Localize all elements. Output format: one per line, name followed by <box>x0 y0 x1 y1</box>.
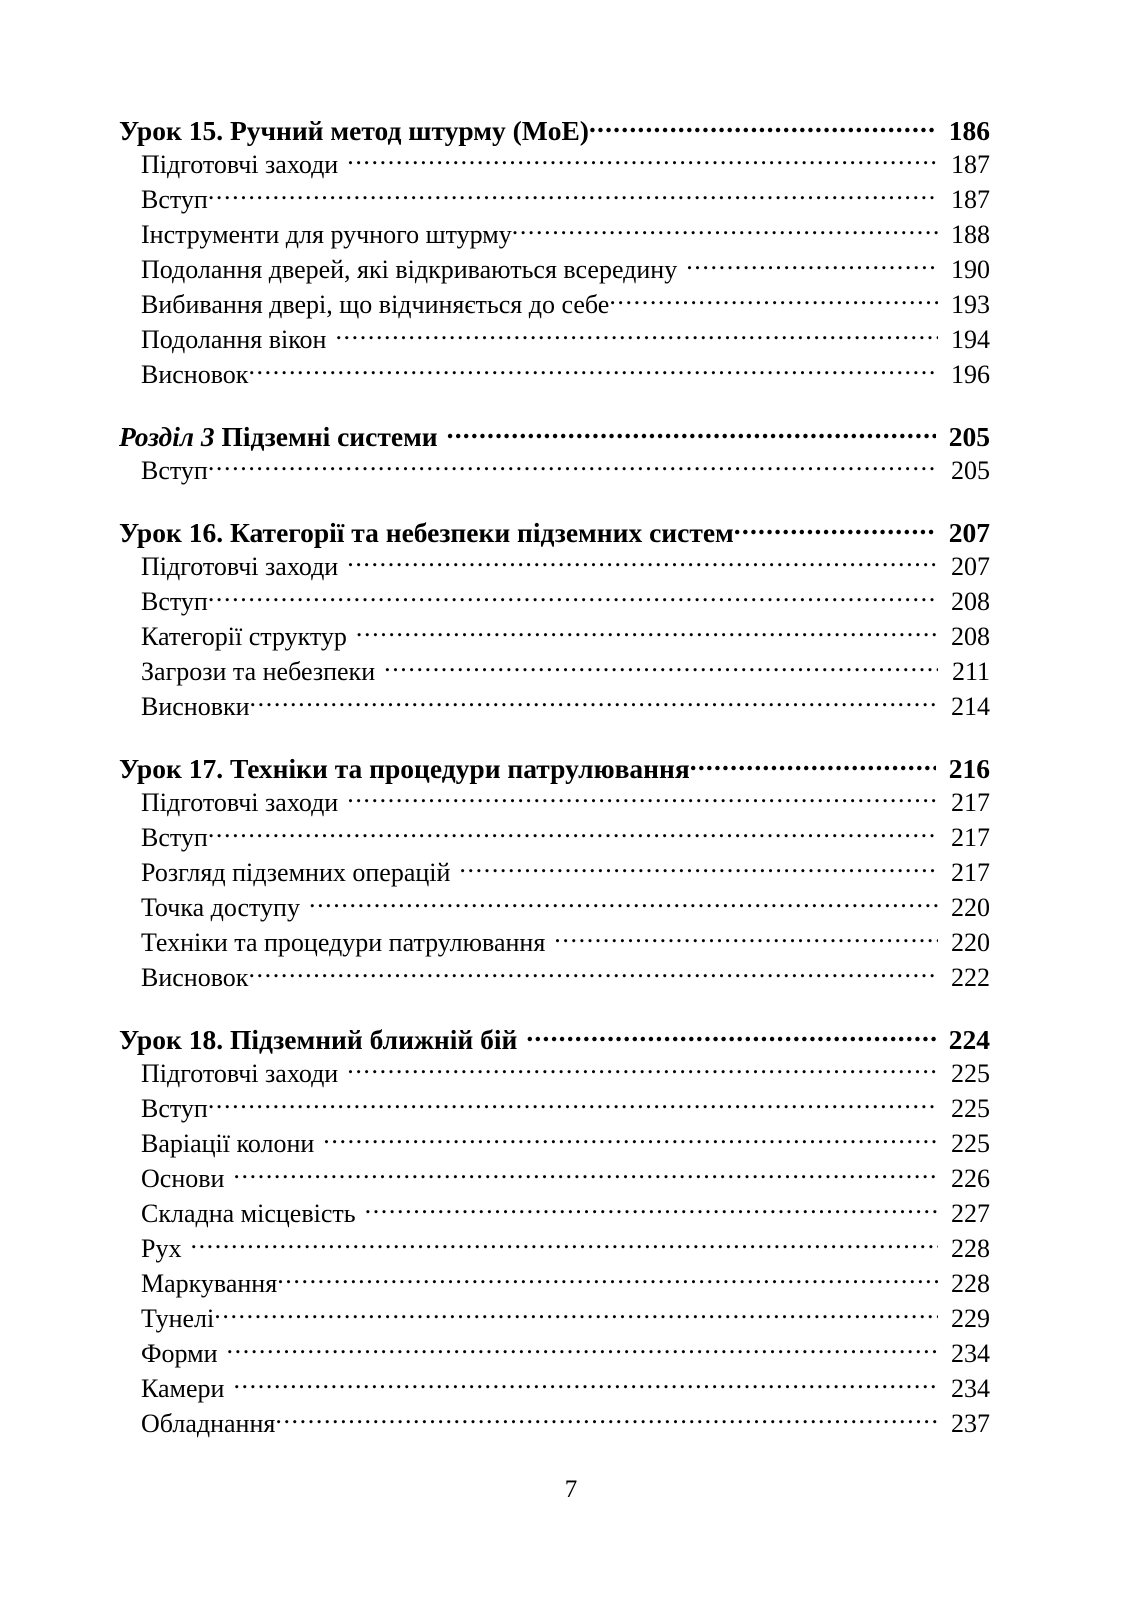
toc-sub-entry-label: Подолання вікон <box>141 325 327 354</box>
dot-leader <box>309 890 938 916</box>
toc-group <box>119 418 990 488</box>
toc-heading-page-number: 186 <box>948 114 990 146</box>
dot-leader <box>347 785 938 811</box>
dot-leader <box>554 925 938 951</box>
toc-sub-entry-page-number: 222 <box>951 963 990 992</box>
toc-sub-entry-page-number: 227 <box>951 1199 990 1228</box>
toc-sub-entry-label: Камери <box>141 1374 225 1403</box>
toc-sub-entry[interactable] <box>141 1056 990 1091</box>
toc-sub-entry-label: Висновки <box>141 692 250 721</box>
toc-sub-entry-label: Вступ <box>141 185 208 214</box>
toc-sub-entry[interactable] <box>141 287 990 322</box>
dot-leader <box>250 689 938 715</box>
dot-leader <box>384 654 938 680</box>
dot-leader <box>609 287 938 313</box>
toc-sub-entry-page-number: 207 <box>951 552 990 581</box>
dot-leader <box>214 1301 938 1327</box>
toc-sub-entry[interactable] <box>141 619 990 654</box>
toc-heading-label <box>119 419 438 454</box>
toc-sub-entry-page-number: 228 <box>951 1269 990 1298</box>
dot-leader <box>690 750 936 778</box>
toc-sub-entry-label: Підготовчі заходи <box>141 552 339 581</box>
toc-heading-entry[interactable] <box>119 750 990 785</box>
toc-sub-entry-page-number: 234 <box>951 1339 990 1368</box>
toc-sub-entry-label: Варіації колони <box>141 1129 315 1158</box>
toc-part-number: Розділ 3 <box>119 420 215 452</box>
toc-sub-entry-label: Підготовчі заходи <box>141 788 339 817</box>
toc-sub-entry[interactable] <box>141 1371 990 1406</box>
toc-sub-entry[interactable] <box>141 925 990 960</box>
toc-sub-entry-label: Підготовчі заходи <box>141 1059 339 1088</box>
toc-sub-entry-label: Категорії структур <box>141 622 347 651</box>
toc-sub-entry[interactable] <box>141 855 990 890</box>
dot-leader <box>275 1406 938 1432</box>
toc-sub-entry[interactable] <box>141 960 990 995</box>
toc-sub-entry[interactable] <box>141 357 990 392</box>
toc-heading-label: Урок 18. Підземний ближній бій <box>119 1023 518 1055</box>
toc-sub-entry-label: Вступ <box>141 456 208 485</box>
toc-sub-entry-page-number: 237 <box>951 1409 990 1438</box>
toc-group <box>119 1021 990 1441</box>
toc-sub-entry-label: Розгляд підземних операцій <box>141 858 451 887</box>
dot-leader <box>233 1161 938 1187</box>
toc-sub-entry[interactable] <box>141 1161 990 1196</box>
dot-leader <box>365 1196 938 1222</box>
toc-heading-page-number: 207 <box>948 516 990 548</box>
toc-sub-entry-page-number: 208 <box>951 622 990 651</box>
toc-heading-entry[interactable] <box>119 418 990 453</box>
dot-leader <box>233 1371 938 1397</box>
toc-sub-entry-label: Вступ <box>141 1094 208 1123</box>
toc-sub-entry[interactable] <box>141 147 990 182</box>
toc-sub-entry[interactable] <box>141 1231 990 1266</box>
toc-sub-entry-page-number: 190 <box>951 255 990 284</box>
toc-sub-entry[interactable] <box>141 1266 990 1301</box>
dot-leader <box>208 453 938 479</box>
toc-heading-entry[interactable] <box>119 112 990 147</box>
dot-leader <box>248 960 938 986</box>
dot-leader <box>526 1021 936 1049</box>
dot-leader <box>347 549 938 575</box>
toc-heading-page-number: 205 <box>948 420 990 452</box>
toc-heading-entry[interactable] <box>119 1021 990 1056</box>
toc-sub-entry-page-number: 205 <box>951 456 990 485</box>
toc-sub-entry[interactable] <box>141 1091 990 1126</box>
toc-sub-entry-page-number: 217 <box>951 788 990 817</box>
toc-sub-entry[interactable] <box>141 820 990 855</box>
toc-sub-entry[interactable] <box>141 1126 990 1161</box>
toc-sub-entry-page-number: 220 <box>951 893 990 922</box>
toc-sub-entry-label: Маркування <box>141 1269 278 1298</box>
toc-sub-entry-label: Форми <box>141 1339 218 1368</box>
toc-sub-entry-label: Вступ <box>141 823 208 852</box>
toc-sub-entry-page-number: 225 <box>951 1129 990 1158</box>
toc-sub-entry[interactable] <box>141 1336 990 1371</box>
dot-leader <box>248 357 938 383</box>
toc-sub-entry-page-number: 196 <box>951 360 990 389</box>
toc-sub-entry[interactable] <box>141 252 990 287</box>
toc-sub-entry-page-number: 217 <box>951 858 990 887</box>
dot-leader <box>323 1126 938 1152</box>
dot-leader <box>208 820 938 846</box>
toc-sub-entry-page-number: 226 <box>951 1164 990 1193</box>
toc-sub-entry-page-number: 217 <box>951 823 990 852</box>
toc-sub-entry-label: Висновок <box>141 963 249 992</box>
toc-heading-label: Урок 17. Техніки та процедури патрулювання <box>119 752 690 784</box>
toc-sub-entry-page-number: 188 <box>951 220 990 249</box>
toc-sub-entry-page-number: 208 <box>951 587 990 616</box>
toc-sub-entry-label: Вибивання двері, що відчиняється до себе <box>141 290 610 319</box>
toc-sub-entry[interactable] <box>141 453 990 488</box>
toc-sub-entry-label: Техніки та процедури патрулювання <box>141 928 546 957</box>
toc-sub-entry-page-number: 187 <box>951 150 990 179</box>
page-folio: 7 <box>564 1476 578 1503</box>
toc-sub-entry[interactable] <box>141 549 990 584</box>
dot-leader <box>347 1056 938 1082</box>
toc-sub-entry[interactable] <box>141 1406 990 1441</box>
toc-sub-entry[interactable] <box>141 217 990 252</box>
dot-leader <box>356 619 938 645</box>
dot-leader <box>335 322 938 348</box>
toc-sub-entry-page-number: 225 <box>951 1059 990 1088</box>
toc-sub-entry[interactable] <box>141 1196 990 1231</box>
toc-sub-entry-label: Рух <box>141 1234 182 1263</box>
dot-leader <box>208 584 938 610</box>
dot-leader <box>734 514 936 542</box>
dot-leader <box>227 1336 938 1362</box>
toc-sub-entry-page-number: 194 <box>951 325 990 354</box>
toc-entry-list <box>119 112 990 1441</box>
toc-part-title: Підземні системи <box>214 420 438 452</box>
dot-leader <box>190 1231 938 1257</box>
toc-sub-entry-label: Складна місцевість <box>141 1199 356 1228</box>
toc-sub-entry-page-number: 211 <box>951 657 990 686</box>
dot-leader <box>512 217 938 243</box>
toc-sub-entry-label: Загрози та небезпеки <box>141 657 376 686</box>
toc-sub-entry[interactable] <box>141 890 990 925</box>
toc-sub-entry-label: Подолання дверей, які відкриваються всередину <box>141 255 678 284</box>
dot-leader <box>447 418 936 446</box>
toc-sub-entry[interactable] <box>141 584 990 619</box>
toc-sub-entry[interactable] <box>141 1301 990 1336</box>
toc-sub-entry-label: Підготовчі заходи <box>141 150 339 179</box>
dot-leader <box>589 112 936 140</box>
toc-sub-entry-page-number: 234 <box>951 1374 990 1403</box>
toc-heading-label: Урок 15. Ручний метод штурму (MoE) <box>119 114 589 146</box>
toc-group <box>119 112 990 392</box>
toc-sub-entry[interactable] <box>141 182 990 217</box>
toc-sub-entry[interactable] <box>141 785 990 820</box>
dot-leader <box>686 252 938 278</box>
toc-heading-page-number: 216 <box>948 752 990 784</box>
toc-sub-entry-label: Тунелі <box>141 1304 215 1333</box>
toc-sub-entry-page-number: 214 <box>951 692 990 721</box>
toc-sub-entry-label: Обладнання <box>141 1409 276 1438</box>
toc-sub-entry-page-number: 229 <box>951 1304 990 1333</box>
toc-sub-entry-label: Вступ <box>141 587 208 616</box>
toc-sub-entry-label: Основи <box>141 1164 225 1193</box>
toc-sub-entry-page-number: 220 <box>951 928 990 957</box>
dot-leader <box>347 147 938 173</box>
dot-leader <box>208 182 938 208</box>
toc-sub-entry[interactable] <box>141 322 990 357</box>
toc-sub-entry-label: Висновок <box>141 360 249 389</box>
toc-group <box>119 514 990 724</box>
toc-sub-entry-page-number: 228 <box>951 1234 990 1263</box>
dot-leader <box>459 855 938 881</box>
toc-group <box>119 750 990 995</box>
toc-sub-entry[interactable] <box>141 654 990 689</box>
toc-sub-entry-page-number: 187 <box>951 185 990 214</box>
toc-heading-page-number: 224 <box>948 1023 990 1055</box>
dot-leader <box>208 1091 938 1117</box>
toc-heading-label: Урок 16. Категорії та небезпеки підземних систем <box>119 516 734 548</box>
toc-sub-entry-page-number: 193 <box>951 290 990 319</box>
toc-sub-entry-label: Точка доступу <box>141 893 300 922</box>
toc-sub-entry-page-number: 225 <box>951 1094 990 1123</box>
toc-sub-entry-label: Інструменти для ручного штурму <box>141 220 512 249</box>
toc-sub-entry[interactable] <box>141 689 990 724</box>
dot-leader <box>277 1266 938 1292</box>
toc-heading-entry[interactable] <box>119 514 990 549</box>
